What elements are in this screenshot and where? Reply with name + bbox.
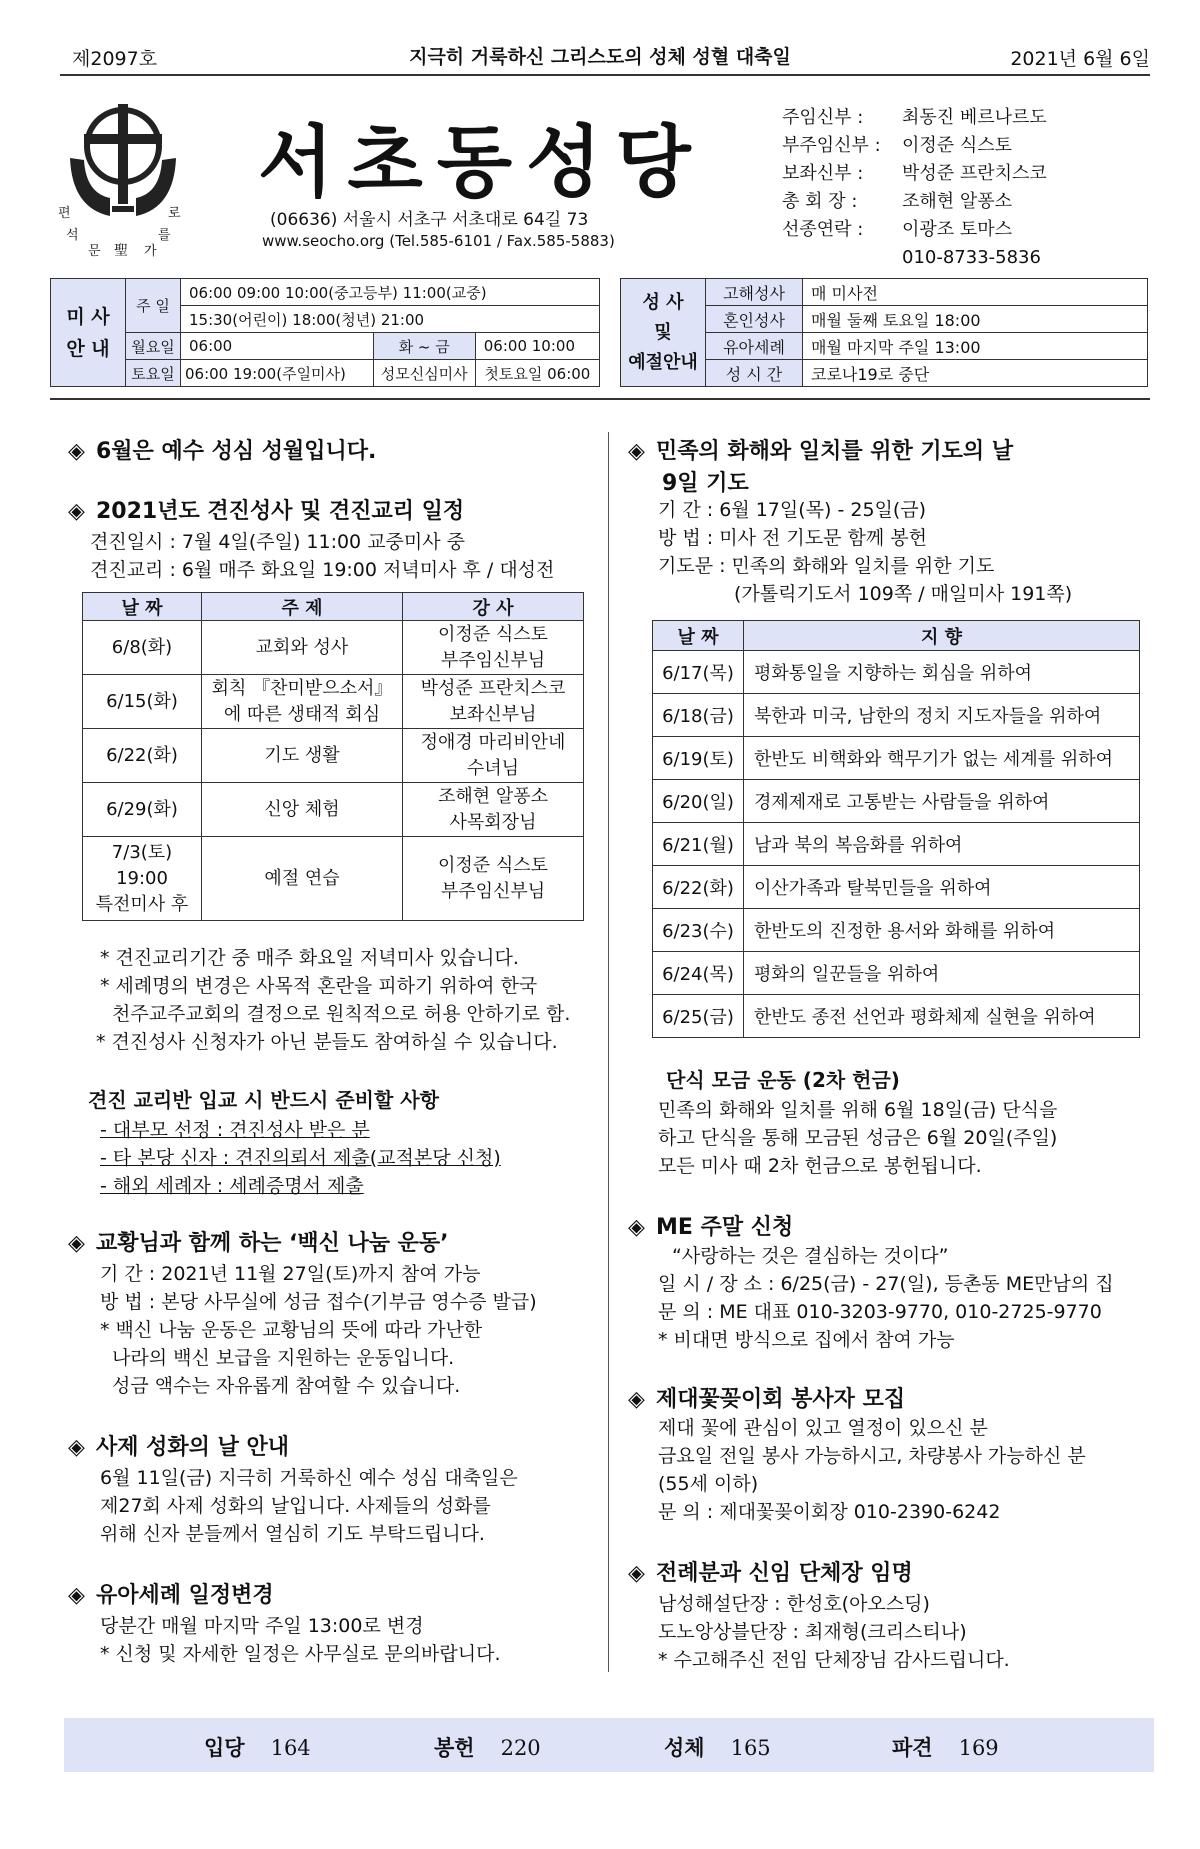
text-line: 위해 신자 분들께서 열심히 기도 부탁드립니다. xyxy=(100,1523,485,1545)
section-heading: ◈ 사제 성화의 날 안내 xyxy=(68,1435,289,1460)
diamond-icon: ◈ xyxy=(68,1583,85,1608)
issue-number: 제2097호 xyxy=(72,48,158,70)
feast-title: 지극히 거룩하신 그리스도의 성체 성혈 대축일 xyxy=(409,46,791,68)
stat-item: 봉헌 220 xyxy=(434,1736,541,1760)
section-heading: ◈ ME 주말 신청 xyxy=(628,1215,794,1240)
diamond-icon: ◈ xyxy=(628,1215,645,1240)
text-line: 방 법 : 본당 사무실에 성금 접수(기부금 영수증 발급) xyxy=(100,1291,537,1313)
table-row: 6/17(목) 평화통일을 지향하는 회심을 위하여 xyxy=(653,651,1140,694)
text-line: 제대 꽃에 관심이 있고 열정이 있으신 분 xyxy=(658,1417,988,1439)
diamond-icon: ◈ xyxy=(68,439,85,464)
stats-bar xyxy=(64,1718,1154,1772)
mass-label: 미 사 안 내 xyxy=(51,279,126,387)
text-line: 제27회 사제 성화의 날입니다. 사제들의 성화를 xyxy=(100,1495,491,1517)
clergy-row: 주임신부 : 최동진 베르나르도 xyxy=(782,107,1047,128)
church-name: 서초동성당 xyxy=(258,118,705,208)
table-row: 7/3(토) 19:00 특전미사 후 예절 연습 이정준 식스토 부주임신부님 xyxy=(83,837,584,921)
text-line: 문 의 : 제대꽃꽂이회장 010-2390-6242 xyxy=(658,1501,1001,1523)
section-heading: ◈ 2021년도 견진성사 및 견진교리 일정 xyxy=(68,499,465,524)
table-row: 6/19(토) 한반도 비핵화와 핵무기가 없는 세계를 위하여 xyxy=(653,737,1140,780)
note-line: * 견진성사 신청자가 아닌 분들도 참여하실 수 있습니다. xyxy=(96,1031,558,1053)
text-line: 기 간 : 6월 17일(목) - 25일(금) xyxy=(658,499,927,521)
text-line: 나라의 백신 보급을 지원하는 운동입니다. xyxy=(112,1347,455,1369)
prayer-table: 날 짜 지 향 6/17(목) 평화통일을 지향하는 회심을 위하여 6/18(금) 북한과 미국, 남한의 정치 지도자들을 위하여 6/19(토) 한반도 비핵화와 핵무기가 없는 세계를 위하여 6/20(일) 경제제재로 고통받는 사람들을 위하여 6/21(월) 남과 북의 복음화를 위하여 6/22(화) 이산가족과 탈북민들을 위하여 6/23(수) 한반도의 진정한 용서와 화해를 위하여 6/24(목) 평화의 일꾼들을 위하여 6/25(금) 한반도 종전 선언과 평화체제 실현을 위하여 xyxy=(652,620,1140,1038)
clergy-row: 부주임신부 : 이정준 식스토 xyxy=(782,135,1013,156)
diamond-icon: ◈ xyxy=(628,1387,645,1412)
text-line: * 신청 및 자세한 일정은 사무실로 문의바랍니다. xyxy=(100,1643,501,1665)
issue-date: 2021년 6월 6일 xyxy=(1010,48,1150,70)
text-line: 6월 11일(금) 지극히 거룩하신 예수 성심 대축일은 xyxy=(100,1467,518,1489)
clergy-list xyxy=(782,104,1047,272)
text-line: 기 간 : 2021년 11월 27일(토)까지 참여 가능 xyxy=(100,1263,481,1285)
diamond-icon: ◈ xyxy=(68,499,85,524)
stat-item: 성체 165 xyxy=(664,1736,771,1760)
section-heading: ◈ 민족의 화해와 일치를 위한 기도의 날 xyxy=(628,439,1014,464)
section-heading: ◈ 전례분과 신임 단체장 임명 xyxy=(628,1561,913,1586)
table-row: 6/25(금) 한반도 종전 선언과 평화체제 실현을 위하여 xyxy=(653,995,1140,1038)
text-line: 당분간 매월 마지막 주일 13:00로 변경 xyxy=(100,1615,424,1637)
table-row: 6/22(화) 이산가족과 탈북민들을 위하여 xyxy=(653,866,1140,909)
text-line: “사랑하는 것은 결심하는 것이다” xyxy=(672,1245,949,1267)
fast-title: 단식 모금 운동 (2차 헌금) xyxy=(666,1068,900,1092)
text-line: 일 시 / 장 소 : 6/25(금) - 27(일), 등촌동 ME만남의 집 xyxy=(658,1273,1114,1295)
confirmation-table: 날 짜 주 제 강 사 6/8(화) 교회와 성사 이정준 식스토 부주임신부님 6/15(화) 회칙 『찬미받으소서』 에 따른 생태적 회심 박성준 프란치스코 보좌신부님 6/22(화) 기도 생활 정애경 마리비안네 수녀님 6/29(화) 신앙 체험 조해현 알퐁소 사목회장님 7/3(토) 19:00 특전미사 후 예절 연습 이정준 식스토 부주임신부님 xyxy=(82,592,584,921)
text-line: * 백신 나눔 운동은 교황님의 뜻에 따라 가난한 xyxy=(100,1319,483,1341)
text-line: 모든 미사 때 2차 헌금으로 봉헌됩니다. xyxy=(658,1155,982,1177)
text-line: 성금 액수는 자유롭게 참여할 수 있습니다. xyxy=(112,1375,461,1397)
table-row: 6/24(목) 평화의 일꾼들을 위하여 xyxy=(653,952,1140,995)
table-row: 6/21(월) 남과 북의 복음화를 위하여 xyxy=(653,823,1140,866)
table-row: 6/22(화) 기도 생활 정애경 마리비안네 수녀님 xyxy=(83,729,584,783)
text-line: 하고 단식을 통해 모금된 성금은 6월 20일(주일) xyxy=(658,1127,1058,1149)
prep-item: - 대부모 선정 : 견진성사 받은 분 xyxy=(100,1119,370,1141)
church-logo: 편 로 석 를 문 聖 가 xyxy=(58,98,188,258)
clergy-row: 선종연락 : 이광조 토마스 xyxy=(782,219,1013,240)
table-row: 6/18(금) 북한과 미국, 남한의 정치 지도자들을 위하여 xyxy=(653,694,1140,737)
text-line: 방 법 : 미사 전 기도문 함께 봉헌 xyxy=(658,527,927,549)
section-heading: ◈ 교황님과 함께 하는 ‘백신 나눔 운동’ xyxy=(68,1231,449,1256)
text-line: (가톨릭기도서 109쪽 / 매일미사 191쪽) xyxy=(734,583,1073,605)
church-web: www.seocho.org (Tel.585-6101 / Fax.585-5883) xyxy=(262,232,615,250)
text-line: 문 의 : ME 대표 010-3203-9770, 010-2725-9770 xyxy=(658,1301,1102,1323)
table-divider xyxy=(50,398,1150,400)
table-row: 6/29(화) 신앙 체험 조해현 알퐁소 사목회장님 xyxy=(83,783,584,837)
text-line: 견진교리 : 6월 매주 화요일 19:00 저녁미사 후 / 대성전 xyxy=(90,559,555,581)
note-line: * 견진교리기간 중 매주 화요일 저녁미사 있습니다. xyxy=(100,947,519,969)
prep-item: - 타 본당 신자 : 견진의뢰서 제출(교적본당 신청) xyxy=(100,1147,501,1169)
text-line: 남성해설단장 : 한성호(아오스딩) xyxy=(658,1593,930,1615)
diamond-icon: ◈ xyxy=(628,1561,645,1586)
text-line: 금요일 전일 봉사 가능하시고, 차량봉사 가능하신 분 xyxy=(658,1445,1086,1467)
sacrament-table: 성 사 및 예절안내 고해성사 매 미사전 혼인성사 매월 둘째 토요일 18:00 유아세례 매월 마지막 주일 13:00 성 시 간 코로나19로 중단 xyxy=(620,278,1148,387)
sacrament-label: 성 사 및 예절안내 xyxy=(621,279,706,387)
text-line: 도노앙상블단장 : 최재형(크리스티나) xyxy=(658,1621,967,1643)
section-heading: ◈ 유아세례 일정변경 xyxy=(68,1583,274,1608)
note-line: 천주교주교회의 결정으로 원칙적으로 허용 안하기로 함. xyxy=(112,1003,571,1025)
stat-item: 파견 169 xyxy=(892,1736,999,1760)
table-row: 6/15(화) 회칙 『찬미받으소서』 에 따른 생태적 회심 박성준 프란치스코 보좌신부님 xyxy=(83,675,584,729)
text-line: 견진일시 : 7월 4일(주일) 11:00 교중미사 중 xyxy=(90,531,465,553)
stat-item: 입당 164 xyxy=(204,1736,311,1760)
mass-schedule-table: 미 사 안 내 주 일 06:00 09:00 10:00(중고등부) 11:00(교중) 15:30(어린이) 18:00(청년) 21:00 월요일 06:00 화 ~ 금 06:00 10:00 토요일 06:00 19:00(주일미사) 성모신심미사 첫토요일 06:00 xyxy=(50,278,600,387)
section-heading: ◈ 6월은 예수 성심 성월입니다. xyxy=(68,439,377,464)
section-subheading: 9일 기도 xyxy=(662,471,749,496)
text-line: (55세 이하) xyxy=(658,1473,759,1495)
diamond-icon: ◈ xyxy=(628,439,645,464)
clergy-row: 보좌신부 : 박성준 프란치스코 xyxy=(782,163,1047,184)
text-line: * 수고해주신 전임 단체장님 감사드립니다. xyxy=(658,1649,1010,1671)
clergy-row: 총 회 장 : 조해현 알퐁소 xyxy=(782,191,1013,212)
diamond-icon: ◈ xyxy=(68,1231,85,1256)
table-row: 6/23(수) 한반도의 진정한 용서와 화해를 위하여 xyxy=(653,909,1140,952)
text-line: 민족의 화해와 일치를 위해 6월 18일(금) 단식을 xyxy=(658,1099,1058,1121)
section-heading: ◈ 제대꽃꽂이회 봉사자 모집 xyxy=(628,1387,906,1412)
church-address: (06636) 서울시 서초구 서초대로 64길 73 xyxy=(270,210,589,230)
table-row: 6/20(일) 경제제재로 고통받는 사람들을 위하여 xyxy=(653,780,1140,823)
text-line: * 비대면 방식으로 집에서 참여 가능 xyxy=(658,1329,955,1351)
text-line: 기도문 : 민족의 화해와 일치를 위한 기도 xyxy=(658,555,995,577)
header-divider xyxy=(60,74,1150,76)
table-row: 6/8(화) 교회와 성사 이정준 식스토 부주임신부님 xyxy=(83,621,584,675)
clergy-row: 010-8733-5836 xyxy=(902,247,1041,268)
prep-item: - 해외 세례자 : 세례증명서 제출 xyxy=(100,1175,364,1197)
diamond-icon: ◈ xyxy=(68,1435,85,1460)
prep-title: 견진 교리반 입교 시 반드시 준비할 사항 xyxy=(88,1088,439,1112)
column-divider xyxy=(608,432,609,1672)
note-line: * 세례명의 변경은 사목적 혼란을 피하기 위하여 한국 xyxy=(100,975,538,997)
